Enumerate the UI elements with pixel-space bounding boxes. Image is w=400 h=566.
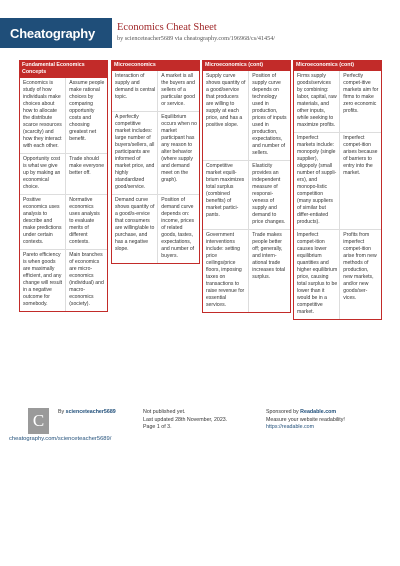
logo-text: Cheatography [10,25,96,41]
sponsor-line [266,409,345,417]
footer-publish-info [143,409,227,432]
column-microeconomics-cont-2 [293,60,382,320]
table-row [203,71,290,161]
sponsor-tagline: Measure your website readability! [266,416,345,423]
sponsor-label: Sponsored by [266,409,301,415]
badge-letter: C [32,411,45,430]
cell: Firms supply goods/services by combining: labor, capital, raw materials, and other inputs, while seeking to maximize profits. [297,73,337,128]
table-row [294,133,381,230]
byline [117,35,275,42]
cell: Position of supply curve depends on technology used in production, prices of inputs used in production, expectations, and number of sellers. [248,71,290,160]
column-microeconomics [111,60,200,264]
section-body [202,71,291,313]
table-row [20,78,107,154]
cell: Perfectly compet-itive markets aim for firms to make zero economic profits. [339,71,381,132]
author-badge-icon[interactable] [28,408,49,434]
published-status: Not published yet. [143,409,186,415]
section-body [111,71,200,264]
footer-sponsor [266,409,345,432]
table-row [112,195,199,263]
cell: Equilibrium occurs when no market participant has any reason to alter behavior (where supply and demand meet on the graph). [157,112,199,194]
cell: Main branches of economics are micro-economics (individual) and macro-economics (society). [65,250,107,311]
page-title: Economics Cheat Sheet [117,22,217,33]
header [0,0,400,60]
cell: Trade makes people better off; generally, and intern-ational trade increases total surplus. [248,230,290,312]
byline-via: via [173,35,184,42]
cheatography-logo[interactable] [0,18,112,48]
sponsor-link[interactable]: Readable.com [300,409,337,415]
table-row [20,154,107,195]
page-number: Page 1 of 3. [143,424,172,431]
cell: Supply curve shows quantity of a good/service that producers are willing to supply at each price, and has a positive slope. [206,73,246,128]
section-heading: Microeconomics (cont) [202,60,291,71]
cell: Interaction of supply and demand is central topic. [115,73,156,100]
cell: Imperfect compet-ition arises because of barriers to entry into the market. [339,133,381,229]
table-row [203,230,290,312]
column-microeconomics-cont-1 [202,60,291,313]
last-updated: Last updated 28th November, 2023. [143,416,228,423]
cell: Normative economics uses analysis to evaluate merits of different contexts. [65,195,107,249]
byline-prefix: by [117,35,125,42]
table-row [20,195,107,250]
sponsor-url-link[interactable]: https://readable.com [266,424,314,431]
table-row [112,112,199,195]
footer-author-link[interactable]: scienceteacher5689 [65,409,116,415]
cell: Trade should make everyone better off. [65,154,107,194]
cell: Competitive market equili-brium maximizes total surplus (combined benefits) of market partici-pants. [206,163,245,218]
table-row [203,161,290,230]
table-row [20,250,107,311]
cell: Economics is study of how individuals make choices about how to allocate the distribute scarce resources (scarcity) and how they interact with each other. [23,80,62,149]
cell: Elasticity provides an independent measure of responsi-veness of supply and demand to price changes. [248,161,290,229]
cell: Pareto efficiency is when goods are maximally efficient, and any change will result in a negative outcome for somebody. [23,252,63,307]
section-body [19,78,108,312]
cell: Position of demand curve depends on: income, prices of related goods, tastes, expectations, and number of buyers. [157,195,199,263]
cell: A market is all the buyers and sellers of a particular good or service. [157,71,199,111]
cell: Opportunity cost is what we give up by making an economical choice. [23,156,61,190]
cell: Demand curve shows quantity of a good/s-ervice that consumers are willing/able to purchase, and has a negative slope. [115,197,155,252]
cell: Profits from imperfect compet-ition arise from new methods of production, new markets, and/or new goods/ser-vices. [339,230,381,319]
cell: Positive economics uses analysis to describe and make predictions under certain contexts. [23,197,62,245]
footer-author [58,409,116,417]
table-row [294,230,381,319]
footer-by-label: By [58,409,66,415]
section-heading: Microeconomics (cont) [293,60,382,71]
section-heading: Microeconomics [111,60,200,71]
column-fundamentals [19,60,108,312]
sheet-url-link[interactable]: cheatography.com/196968/cs/41454/ [183,35,276,42]
cell: Imperfect compet-ition causes lower equilibrium quantities and higher equilibrium price, causing total surplus to be lower than it would be in a competitive market. [297,232,338,315]
table-row [112,71,199,112]
cell: Assume people make rational choices by comparing opportunity costs and choosing greatest net benefit. [65,78,107,153]
author-profile-url[interactable]: cheatography.com/scienceteacher5689/ [9,436,112,442]
section-body [293,71,382,320]
cell: Imperfect markets include: monopoly (single supplier), oligopoly (small number of suppli-ers), and monopo-listic competition (many suppliers of similar but differ-entiated products). [297,135,337,225]
cell: A perfectly competitive market includes: large number of buyers/sellers, all participants are informed of market price, and highly standardized good/service. [115,114,155,190]
table-row [294,71,381,133]
cell: Government interventions include: setting price ceilings/price floors, imposing taxes on transactions to raise revenue for essential services. [206,232,245,308]
author-link[interactable]: scienceteacher5689 [124,35,174,42]
section-heading: Fundamental Economics Concepts [19,60,108,78]
